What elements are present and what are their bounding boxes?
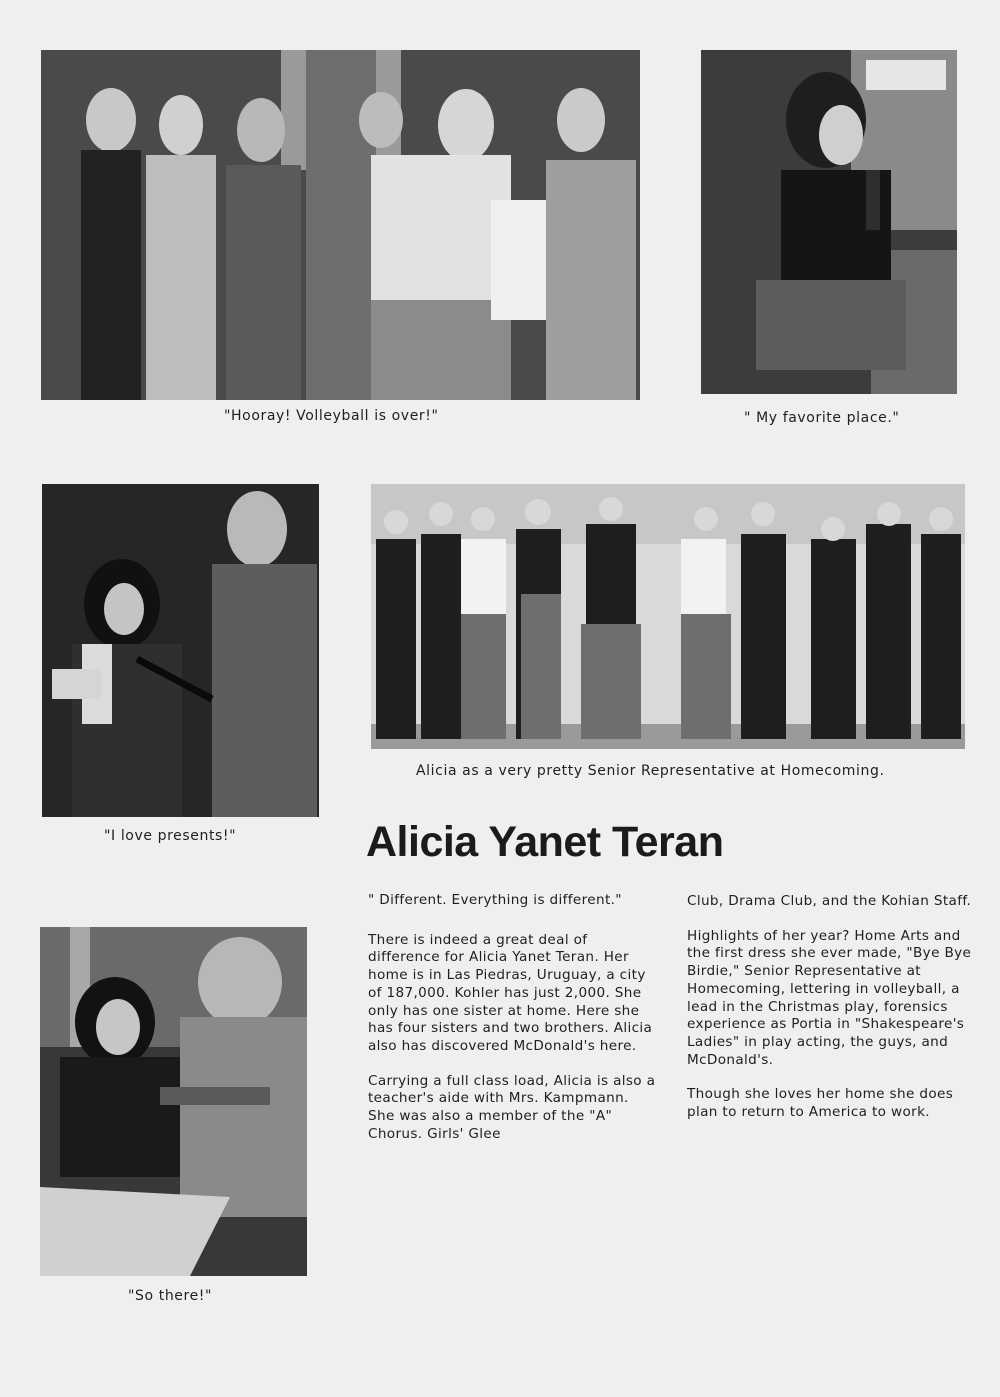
article-paragraph-3: Club, Drama Club, and the Kohian Staff. xyxy=(687,893,972,909)
caption-volleyball: "Hooray! Volleyball is over!" xyxy=(224,408,439,424)
photo-so-there xyxy=(40,927,307,1276)
article-quote: " Different. Everything is different." xyxy=(368,892,622,908)
caption-so-there: "So there!" xyxy=(128,1288,213,1304)
article-paragraph-2: Carrying a full class load, Alicia is also a teacher's aide with Mrs. Kampmann. She was also a member of the "A" Chorus. Girls' Glee xyxy=(368,1072,656,1142)
photo-volleyball-group xyxy=(41,50,640,400)
photo-favorite-place xyxy=(701,50,957,394)
caption-favorite-place: " My favorite place." xyxy=(744,410,900,426)
article-paragraph-1: There is indeed a great deal of difference for Alicia Yanet Teran. Her home is in Las Piedras, Uruguay, a city of 187,000. Kohler has just 2,000. She only has one sister at home. Here she has four sisters and two brothers. Alicia also has discovered McDonald's here. xyxy=(368,931,653,1054)
caption-homecoming: Alicia as a very pretty Senior Representative at Homecoming. xyxy=(416,763,885,779)
article-left-column xyxy=(368,892,658,1160)
article-right-column xyxy=(687,893,972,1139)
article-paragraph-4: Highlights of her year? Home Arts and the first dress she ever made, "Bye Bye Birdie," Senior Representative at Homecoming, lettering in volleyball, a lead in the Christmas play, forensics experience as Portia in "Shakespeare's Ladies" in play acting, the guys, and McDonald's. xyxy=(687,927,972,1068)
article-paragraph-5: Though she loves her home she does plan to return to America to work. xyxy=(687,1086,954,1121)
caption-presents: "I love presents!" xyxy=(104,828,237,844)
article-title: Alicia Yanet Teran xyxy=(366,818,724,866)
photo-homecoming xyxy=(371,484,965,749)
photo-presents xyxy=(42,484,319,817)
